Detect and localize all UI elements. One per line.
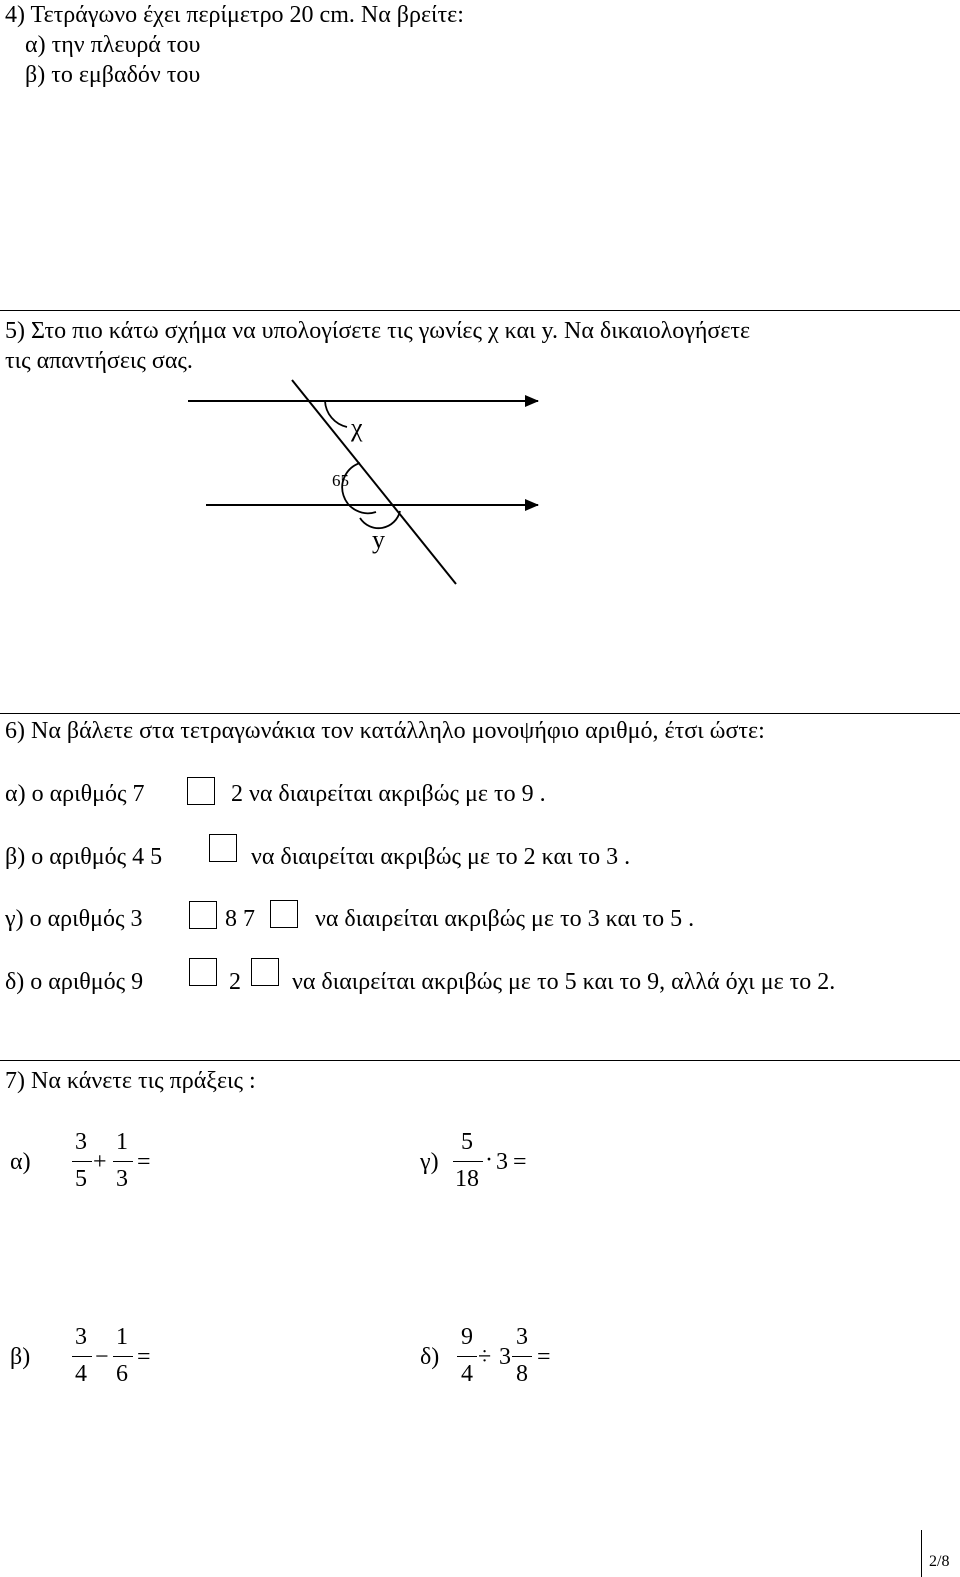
fraction-denominator: 8 (516, 1361, 528, 1387)
fraction-numerator: 3 (75, 1129, 87, 1155)
q6-d-middle: 2 (229, 969, 241, 995)
q6-c-middle: 8 7 (225, 906, 255, 932)
fraction-bar (457, 1356, 477, 1357)
q6-b-prefix: β) ο αριθμός 4 5 (5, 844, 163, 870)
footer-rule (921, 1530, 922, 1577)
q6-a-suffix: 2 να διαιρείται ακριβώς με το 9 . (231, 781, 546, 807)
fraction-denominator: 4 (461, 1361, 473, 1387)
q7-title: 7) Να κάνετε τις πράξεις : (5, 1068, 256, 1094)
equals-sign: = (513, 1149, 527, 1175)
fraction-bar (72, 1356, 92, 1357)
operator-divide: ÷ (478, 1344, 492, 1370)
q5-text-line1: 5) Στο πιο κάτω σχήμα να υπολογίσετε τις γωνίες χ και y. Να δικαιολογήσετε (5, 318, 751, 344)
q5-text-line2: τις απαντήσεις σας. (5, 348, 193, 374)
q7-c-label: γ) (420, 1149, 439, 1175)
fraction-denominator: 4 (75, 1361, 87, 1387)
q7-b-label: β) (10, 1344, 31, 1370)
fraction-denominator: 6 (116, 1361, 128, 1387)
q6-title: 6) Να βάλετε στα τετραγωνάκια τον κατάλληλο μονοψήφιο αριθμό, έτσι ώστε: (5, 718, 765, 744)
equals-sign: = (137, 1344, 151, 1370)
q7-d-label: δ) (420, 1344, 440, 1370)
fraction-bar (113, 1356, 133, 1357)
page-number: 2/8 (929, 1553, 950, 1570)
fraction-numerator: 3 (516, 1324, 528, 1350)
q6-d-suffix: να διαιρείται ακριβώς με το 5 και το 9, αλλά όχι με το 2. (292, 969, 836, 995)
q6-c-prefix: γ) ο αριθμός 3 (5, 906, 143, 932)
fraction-numerator: 3 (75, 1324, 87, 1350)
parallel-lines-figure (0, 0, 960, 700)
digit-box-c1[interactable] (189, 901, 217, 929)
fraction-bar (512, 1356, 532, 1357)
operator-plus: + (93, 1149, 107, 1175)
whole-number: 3 (499, 1344, 511, 1370)
digit-box-c2[interactable] (270, 900, 298, 928)
q6-d-prefix: δ) ο αριθμός 9 (5, 969, 144, 995)
fraction-numerator: 1 (116, 1129, 128, 1155)
fraction-bar (453, 1161, 483, 1162)
q4-part-a: α) την πλευρά του (25, 32, 201, 58)
equals-sign: = (537, 1344, 551, 1370)
angle-y-label: y (372, 525, 385, 554)
angle-x-arc (325, 401, 347, 427)
operator-dot: · (485, 1147, 493, 1173)
fraction-denominator: 3 (116, 1166, 128, 1192)
fraction-numerator: 5 (461, 1129, 473, 1155)
q7-a-label: α) (10, 1149, 31, 1175)
digit-box-a[interactable] (187, 777, 215, 805)
digit-box-d1[interactable] (189, 958, 217, 986)
fraction-denominator: 18 (455, 1166, 479, 1192)
digit-box-b[interactable] (209, 834, 237, 862)
operator-minus: − (95, 1344, 109, 1370)
equals-sign: = (137, 1149, 151, 1175)
q6-a-prefix: α) ο αριθμός 7 (5, 781, 145, 807)
angle-x-label: χ (351, 413, 363, 442)
angle-65-label: 65 (332, 471, 349, 490)
fraction-denominator: 5 (75, 1166, 87, 1192)
q6-b-suffix: να διαιρείται ακριβώς με το 2 και το 3 . (251, 844, 631, 870)
q6-c-suffix: να διαιρείται ακριβώς με το 3 και το 5 . (315, 906, 695, 932)
fraction-bar (113, 1161, 133, 1162)
q4-title: 4) Τετράγωνο έχει περίμετρο 20 cm. Να βρείτε: (5, 2, 464, 28)
divider (0, 1060, 960, 1061)
divider (0, 713, 960, 714)
fraction-numerator: 1 (116, 1324, 128, 1350)
fraction-numerator: 9 (461, 1324, 473, 1350)
digit-box-d2[interactable] (251, 958, 279, 986)
whole-number: 3 (496, 1149, 508, 1175)
q4-part-b: β) το εμβαδόν του (25, 62, 201, 88)
fraction-bar (72, 1161, 92, 1162)
